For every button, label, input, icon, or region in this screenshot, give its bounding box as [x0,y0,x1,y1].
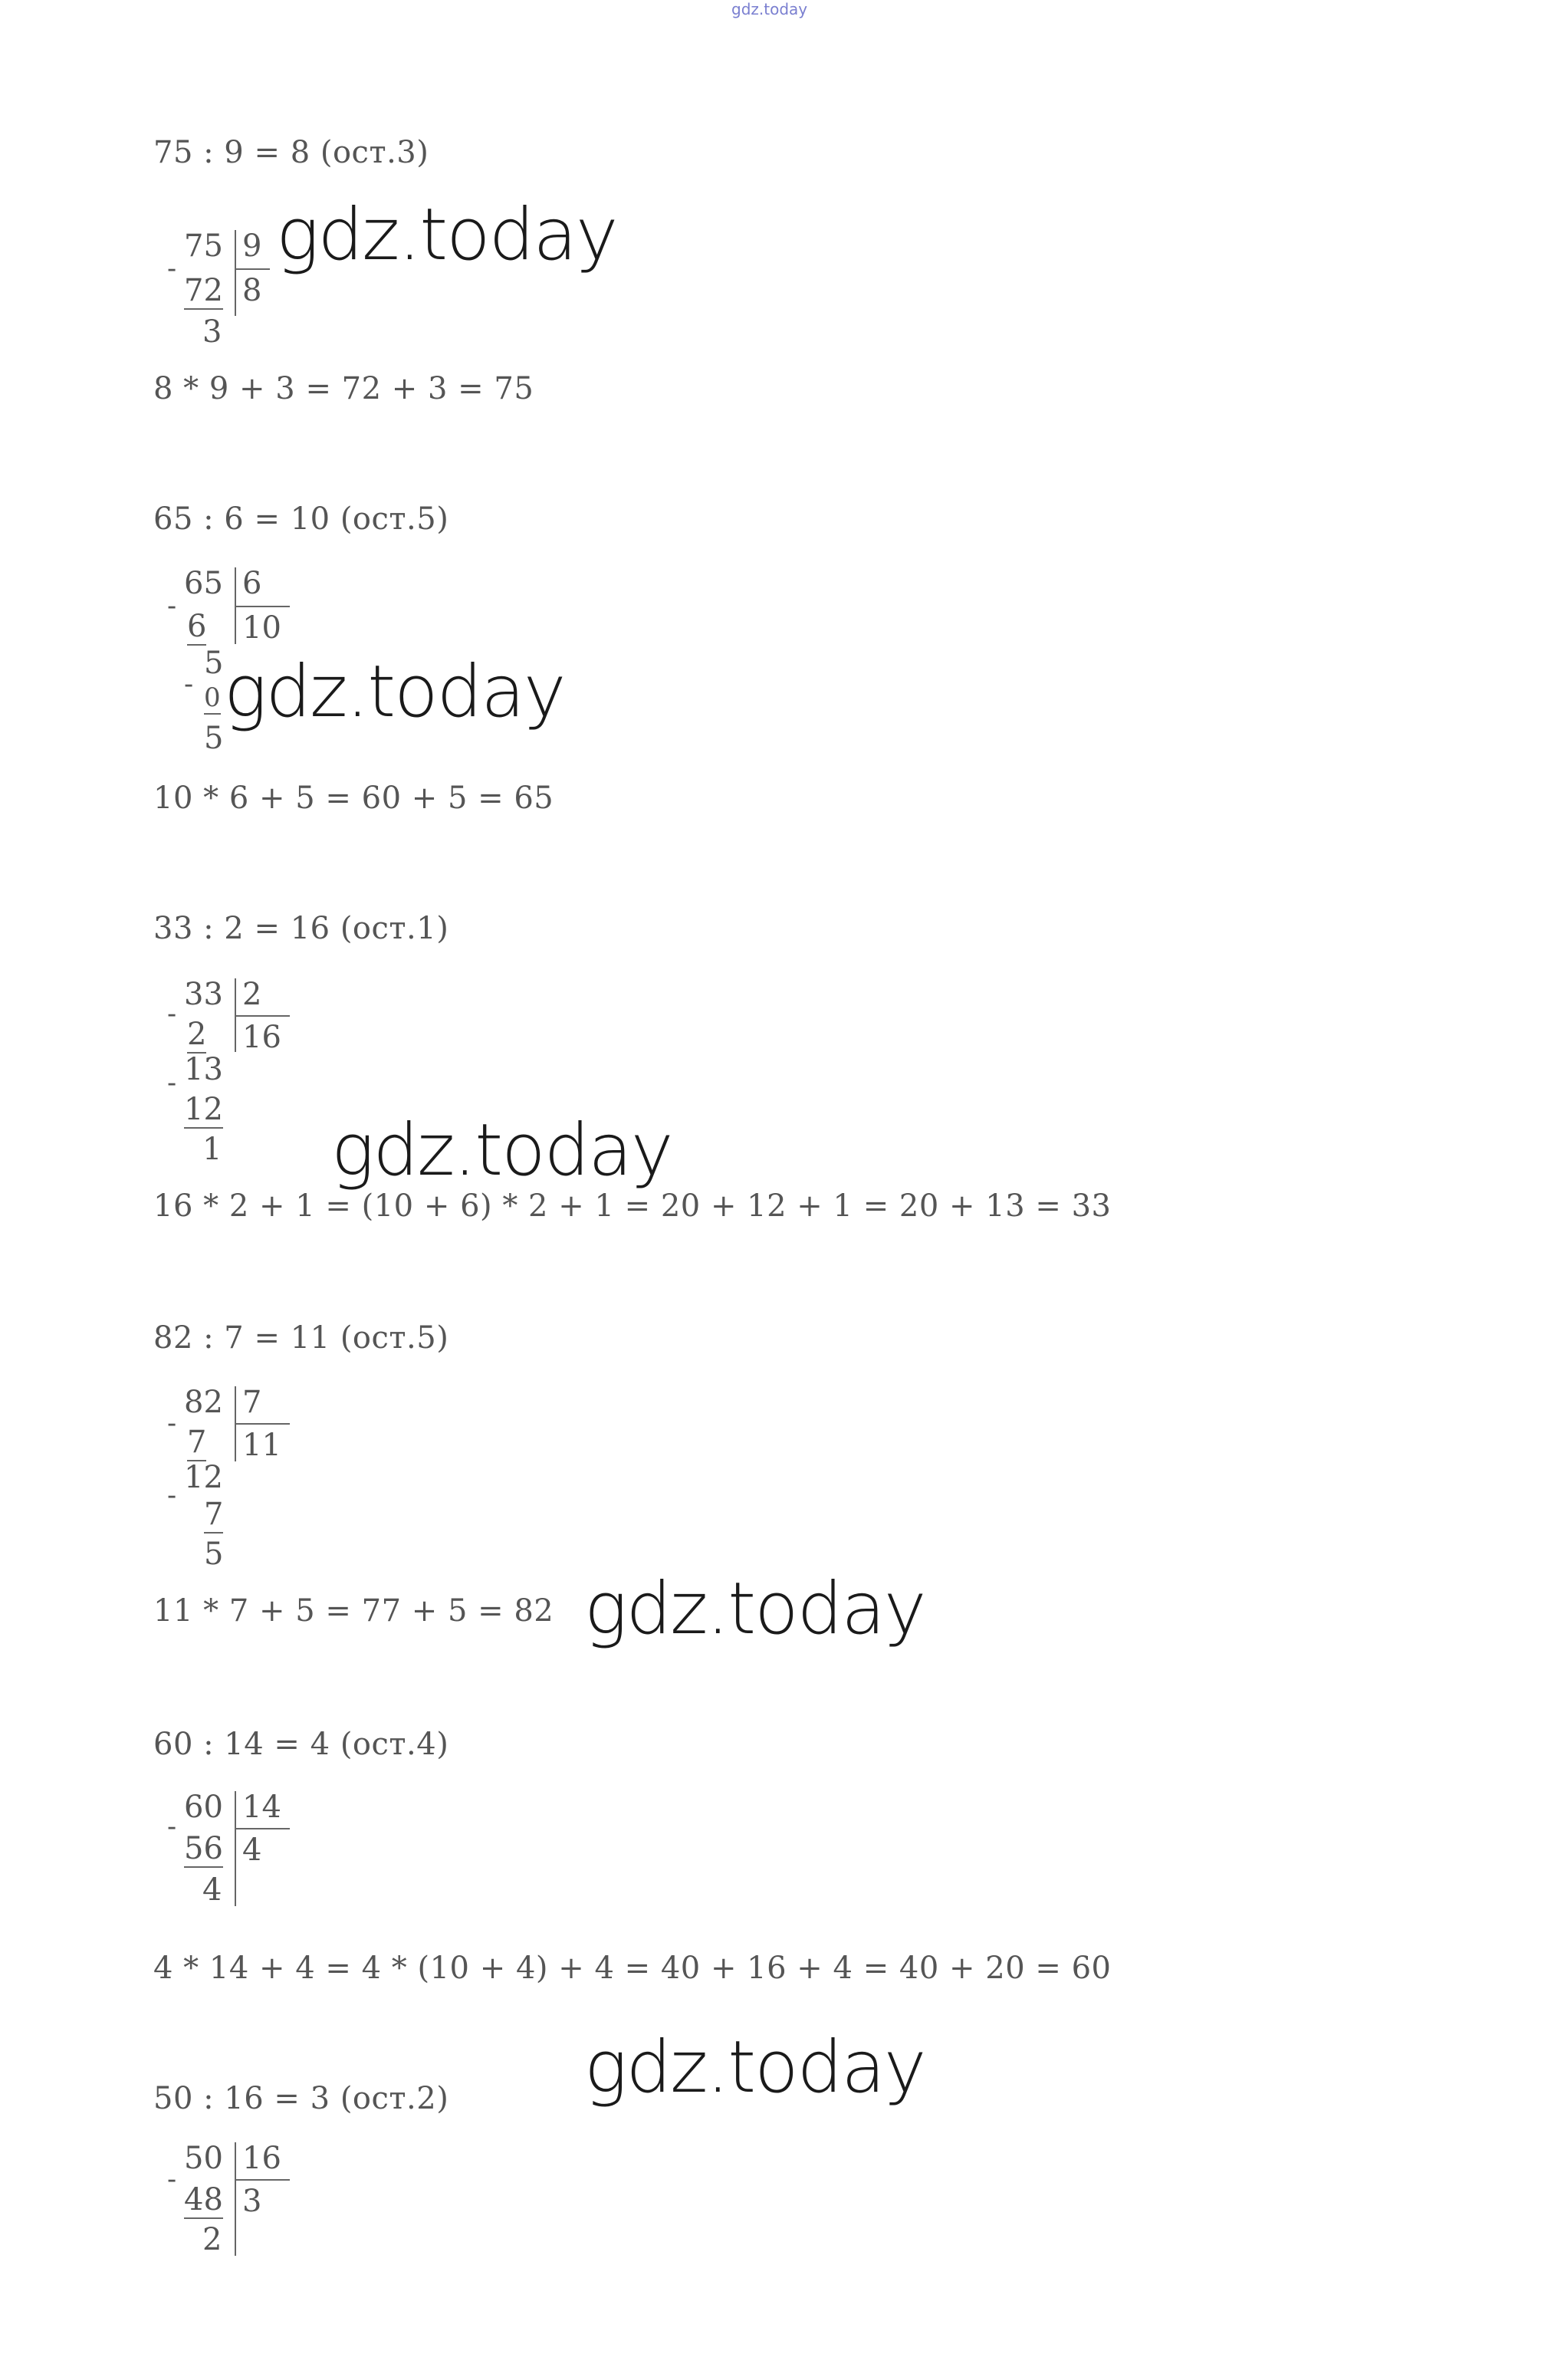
quotient: 10 [242,610,281,646]
divisor-line [235,268,270,270]
equation: 65 : 6 = 10 (ост.5) [153,501,449,537]
division-bar [235,2142,236,2256]
quotient: 8 [242,273,262,308]
quotient: 3 [242,2184,262,2219]
minus-sign: - [167,253,177,284]
step: 2 [187,1017,207,1052]
minus-sign: - [167,1408,177,1439]
equation: 82 : 7 = 11 (ост.5) [153,1320,449,1356]
equation: 50 : 16 = 3 (ост.2) [153,2081,449,2116]
minus-sign: - [167,2164,177,2195]
minus-sign: - [167,998,177,1030]
divisor-line [235,1015,290,1017]
quotient: 4 [242,1833,262,1868]
check: 10 * 6 + 5 = 60 + 5 = 65 [153,781,554,816]
watermark: gdz.today [331,1109,672,1192]
step: 0 [204,682,221,713]
divisor: 16 [242,2141,281,2176]
check: 16 * 2 + 1 = (10 + 6) * 2 + 1 = 20 + 12 + 1 = 20 + 13 = 33 [153,1188,1112,1224]
watermark: gdz.today [584,2026,925,2109]
watermark: gdz.today [224,650,565,734]
remainder: 3 [202,314,222,350]
dividend: 60 [184,1790,223,1825]
minus-sign: - [167,590,177,622]
division-bar [235,230,236,316]
watermark: gdz.today [584,1567,925,1651]
divisor-line [235,1828,290,1829]
step: 12 [184,1460,223,1495]
equation: 75 : 9 = 8 (ост.3) [153,135,429,170]
divisor-line [235,1423,290,1425]
remainder: 4 [202,1872,222,1908]
remainder: 5 [204,1537,224,1572]
dividend: 65 [184,566,223,601]
step: 5 [204,646,224,681]
step: 7 [204,1497,224,1532]
remainder: 5 [204,721,224,756]
divisor: 7 [242,1385,262,1420]
step: 7 [187,1425,207,1460]
check: 4 * 14 + 4 = 4 * (10 + 4) + 4 = 40 + 16 + 4 = 40 + 20 = 60 [153,1951,1112,1986]
divisor: 2 [242,977,262,1012]
dividend: 82 [184,1385,223,1420]
equation: 60 : 14 = 4 (ост.4) [153,1727,449,1762]
step: 12 [184,1092,223,1127]
watermark: gdz.today [276,193,617,277]
minus-sign: - [167,1811,177,1843]
remainder: 1 [202,1132,222,1167]
divisor-line [235,606,290,607]
header-watermark: gdz.today [731,0,808,18]
remainder: 2 [202,2222,222,2257]
step: 72 [184,273,223,308]
step: 6 [187,609,207,644]
step: 48 [184,2182,223,2217]
divisor: 6 [242,566,262,601]
dividend: 33 [184,977,223,1012]
divisor: 14 [242,1790,281,1825]
divisor-line [235,2179,290,2181]
dividend: 50 [184,2141,223,2176]
equation: 33 : 2 = 16 (ост.1) [153,911,449,946]
check: 8 * 9 + 3 = 72 + 3 = 75 [153,371,534,406]
divisor: 9 [242,228,262,264]
dividend: 75 [184,228,223,264]
minus-sign: - [184,669,194,700]
quotient: 11 [242,1428,281,1463]
quotient: 16 [242,1020,281,1055]
minus-sign: - [167,1480,177,1511]
step: 56 [184,1831,223,1866]
division-bar [235,1791,236,1906]
step: 13 [184,1052,223,1087]
check: 11 * 7 + 5 = 77 + 5 = 82 [153,1593,554,1629]
minus-sign: - [167,1067,177,1099]
